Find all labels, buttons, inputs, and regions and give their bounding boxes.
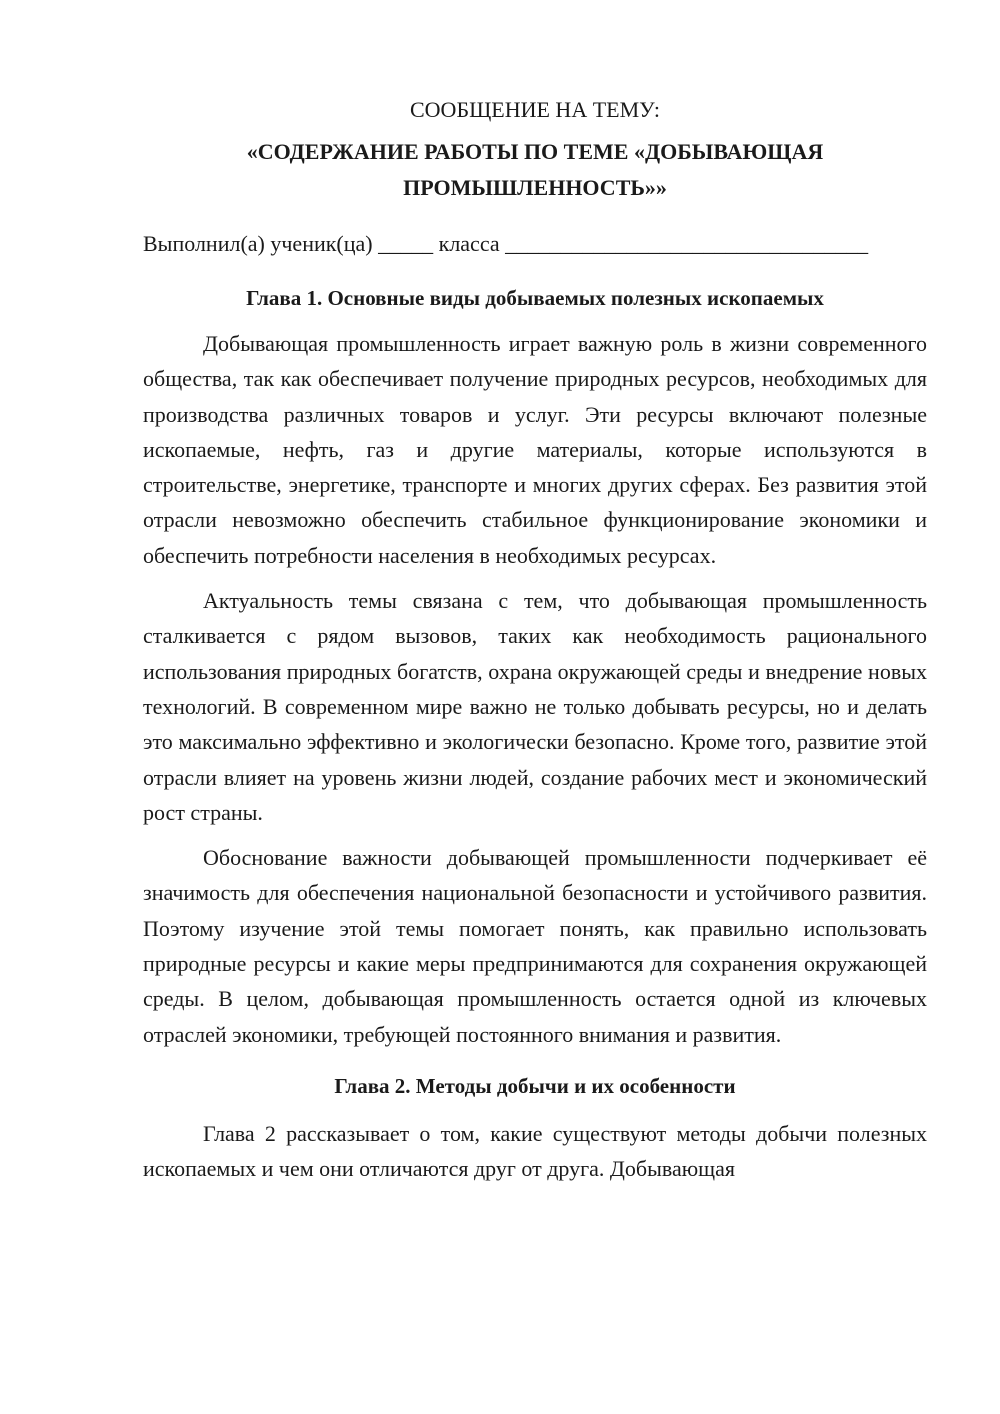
chapter-1-title: Глава 1. Основные виды добываемых полезных ископаемых: [246, 286, 824, 310]
header-line-2: «СОДЕРЖАНИЕ РАБОТЫ ПО ТЕМЕ «ДОБЫВАЮЩАЯ: [246, 139, 824, 164]
author-label: Выполнил(а) ученик(ца): [143, 231, 373, 256]
chapter-2-paragraph-1: Глава 2 рассказывает о том, какие существуют методы добычи полезных ископаемых и чем они отличаются друг от друга. Добывающая: [143, 1120, 927, 1182]
author-blank-grade: _____: [378, 231, 434, 256]
chapter-1-paragraph-3: Обоснование важности добывающей промышленности подчеркивает её значимость для обеспечения национальной безопасности и устойчивого развития. Поэтому изучение этой темы помогает понять, как правильно использовать природные ресурсы и какие меры предпринимаются для сохранения окружающей среды. В целом, добывающая промышленность остается одной из ключевых отраслей экономики, требующей постоянного внимания и развития.: [143, 845, 927, 1047]
chapter-1-paragraph-2: Актуальность темы связана с тем, что добывающая промышленность сталкивается с рядом вызовов, таких как необходимость рационального использования природных богатств, охрана окружающей среды и внедрение новых технологий. В современном мире важно не только добывать ресурсы, но и делать это максимально эффективно и экологически безопасно. Кроме того, развитие этой отрасли влияет на уровень жизни людей, создание рабочих мест и экономический рост страны.: [143, 588, 927, 825]
author-line: [143, 226, 927, 262]
header-line-1: СООБЩЕНИЕ НА ТЕМУ:: [410, 97, 660, 122]
chapter-1-paragraph-1: Добывающая промышленность играет важную роль в жизни современного общества, так как обеспечивает получение природных ресурсов, необходимых для производства различных товаров и услуг. Эти ресурсы включают полезные ископаемые, нефть, газ и другие материалы, которые используются в строительстве, энергетике, транспорте и многих других сферах. Без развития этой отрасли невозможно обеспечить стабильное функционирование экономики и обеспечить потребности населения в необходимых ресурсах.: [143, 331, 927, 568]
header-line-3: ПРОМЫШЛЕННОСТЬ»»: [403, 175, 667, 200]
author-class-label: класса: [438, 231, 500, 256]
chapter-2-title: Глава 2. Методы добычи и их особенности: [334, 1073, 736, 1098]
document-page: [143, 92, 927, 1197]
author-blank-name: _________________________________: [505, 231, 869, 256]
